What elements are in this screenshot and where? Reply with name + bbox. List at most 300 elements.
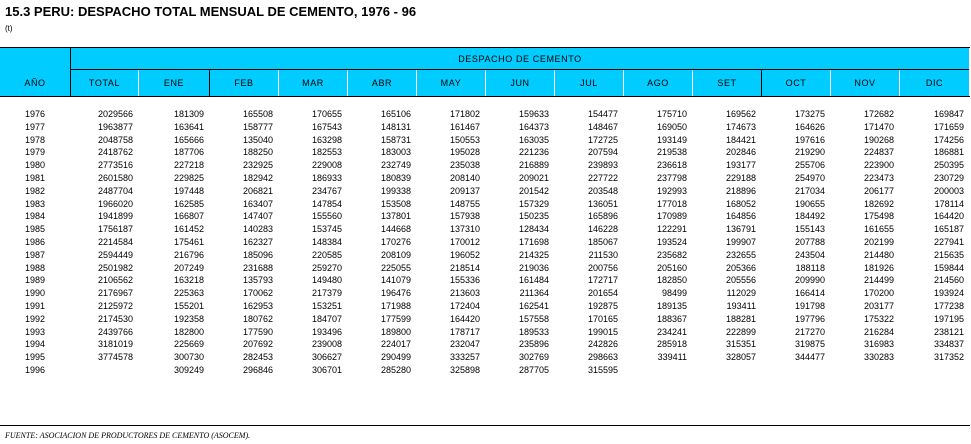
year-cell: 1981: [24, 172, 46, 183]
column-header-jul: JUL: [580, 78, 598, 88]
value-cell: [624, 364, 693, 377]
value-cell: 182800: [173, 326, 204, 337]
value-cell: 219036: [518, 262, 549, 273]
value-cell: 218514: [449, 262, 480, 273]
value-cell: 175710: [656, 109, 687, 119]
value-cell: 2125972: [97, 300, 133, 311]
value-cell: 199907: [725, 236, 756, 247]
value-cell: 199338: [380, 185, 411, 196]
value-cell: 242826: [587, 339, 618, 350]
value-cell: 171802: [449, 109, 480, 119]
table-row: [0, 159, 970, 172]
value-cell: 171659: [933, 121, 964, 132]
value-cell: 236618: [656, 160, 687, 171]
table-row: [0, 364, 970, 377]
value-cell: 112029: [726, 288, 756, 299]
value-cell: 216889: [518, 160, 549, 171]
year-cell: 1982: [24, 185, 46, 196]
value-cell: 3774578: [97, 352, 133, 363]
value-cell: 235896: [518, 339, 549, 350]
value-cell: 195028: [449, 147, 480, 158]
value-cell: 157558: [518, 313, 549, 324]
value-cell: 1941899: [97, 211, 133, 222]
value-cell: 214480: [863, 249, 894, 260]
value-cell: 155201: [173, 300, 204, 311]
value-cell: 296846: [242, 364, 273, 375]
value-cell: 172725: [587, 134, 618, 145]
value-cell: 153251: [311, 300, 342, 311]
value-cell: 219538: [656, 147, 687, 158]
value-cell: 164420: [449, 313, 480, 324]
value-cell: 170989: [656, 211, 687, 222]
value-cell: 202199: [863, 236, 894, 247]
value-cell: 169562: [725, 109, 756, 119]
value-cell: 290499: [380, 352, 411, 363]
value-cell: 227218: [173, 160, 204, 171]
value-cell: 344477: [794, 352, 825, 363]
source-note: FUENTE: ASOCIACION DE PRODUCTORES DE CEMENTO (ASOCEM).: [5, 431, 251, 440]
value-cell: 254970: [794, 172, 825, 183]
value-cell: 201654: [587, 288, 618, 299]
value-cell: 182942: [242, 172, 273, 183]
value-cell: [831, 364, 900, 377]
year-cell: 1985: [24, 224, 46, 235]
value-cell: 150553: [449, 134, 480, 145]
value-cell: 193411: [726, 300, 756, 311]
value-cell: 189800: [380, 326, 411, 337]
value-cell: 224017: [380, 339, 411, 350]
value-cell: 189533: [518, 326, 549, 337]
value-cell: 188281: [725, 313, 756, 324]
value-cell: 164420: [933, 211, 964, 222]
value-cell: 306701: [311, 364, 342, 375]
value-cell: 298663: [587, 352, 618, 363]
table-row: [0, 134, 970, 147]
value-cell: 162585: [173, 198, 204, 209]
value-cell: 229825: [173, 172, 204, 183]
value-cell: 170012: [449, 236, 480, 247]
year-cell: 1986: [24, 236, 46, 247]
value-cell: 330283: [863, 352, 894, 363]
value-cell: 190655: [794, 198, 825, 209]
table-row: [0, 185, 970, 198]
value-cell: 159844: [933, 262, 964, 273]
value-cell: 250395: [933, 160, 964, 171]
column-header-mar: MAR: [302, 78, 324, 88]
value-cell: 164856: [725, 211, 756, 222]
value-cell: 161484: [518, 275, 549, 286]
value-cell: 163218: [173, 275, 204, 286]
value-cell: 2773516: [97, 160, 133, 171]
value-cell: 163298: [311, 134, 342, 145]
value-cell: 302769: [518, 352, 549, 363]
value-cell: 234241: [656, 326, 687, 337]
value-cell: 192358: [173, 313, 204, 324]
value-cell: 155560: [311, 211, 342, 222]
value-cell: 137310: [449, 224, 480, 235]
value-cell: 223473: [863, 172, 894, 183]
value-cell: 207594: [587, 147, 618, 158]
value-cell: 158731: [380, 134, 411, 145]
value-cell: 1963877: [97, 121, 133, 132]
value-cell: 255706: [794, 160, 825, 171]
value-cell: 155336: [449, 275, 480, 286]
column-header-dic: DIC: [925, 78, 944, 88]
value-cell: 219290: [794, 147, 825, 158]
value-cell: 200003: [933, 185, 964, 196]
year-cell: 1980: [24, 160, 46, 171]
value-cell: 122291: [656, 224, 687, 235]
value-cell: 2594449: [97, 249, 133, 260]
value-cell: 315351: [725, 339, 756, 350]
table-header: [0, 47, 969, 96]
value-cell: 227722: [587, 172, 618, 183]
value-cell: 2174530: [97, 313, 133, 324]
value-cell: 232655: [725, 249, 756, 260]
value-cell: 184707: [311, 313, 342, 324]
value-cell: 170062: [242, 288, 273, 299]
value-cell: [70, 364, 139, 377]
value-cell: 136051: [587, 198, 618, 209]
value-cell: 165106: [380, 109, 411, 119]
value-cell: 182850: [656, 275, 687, 286]
value-cell: 193149: [656, 134, 687, 145]
value-cell: 203548: [587, 185, 618, 196]
value-cell: 207249: [173, 262, 204, 273]
value-cell: 222899: [725, 326, 756, 337]
value-cell: 157329: [518, 198, 549, 209]
value-cell: 189135: [656, 300, 687, 311]
value-cell: 209137: [449, 185, 480, 196]
year-cell: 1991: [24, 300, 46, 311]
value-cell: 175322: [863, 313, 894, 324]
value-cell: 193177: [725, 160, 756, 171]
value-cell: 193924: [933, 288, 964, 299]
year-cell: 1976: [24, 109, 46, 119]
value-cell: 216796: [173, 249, 204, 260]
value-cell: 282453: [242, 352, 273, 363]
value-cell: 170276: [380, 236, 411, 247]
value-cell: 220585: [311, 249, 342, 260]
table-row: [0, 274, 970, 287]
value-cell: 173275: [794, 109, 825, 119]
value-cell: 235682: [656, 249, 687, 260]
column-header-ago: AGO: [647, 78, 669, 88]
value-cell: 325898: [449, 364, 480, 375]
value-cell: 197796: [794, 313, 825, 324]
table-row: [0, 262, 970, 275]
value-cell: 174673: [725, 121, 756, 132]
value-cell: 334837: [933, 339, 964, 350]
table-row: [0, 313, 970, 326]
value-cell: 148131: [380, 121, 411, 132]
value-cell: 177590: [242, 326, 273, 337]
value-cell: 200756: [587, 262, 618, 273]
value-cell: 1966020: [97, 198, 133, 209]
year-cell: 1994: [24, 339, 46, 350]
value-cell: 239008: [311, 339, 342, 350]
value-cell: 191798: [794, 300, 825, 311]
value-cell: 163407: [242, 198, 273, 209]
value-cell: 199015: [587, 326, 618, 337]
value-cell: 285918: [656, 339, 687, 350]
value-cell: 225055: [380, 262, 411, 273]
value-cell: 128434: [518, 224, 549, 235]
value-cell: 214325: [518, 249, 549, 260]
value-cell: 201542: [518, 185, 549, 196]
value-cell: 2601580: [97, 172, 133, 183]
value-cell: 202846: [725, 147, 756, 158]
value-cell: 162541: [518, 300, 549, 311]
value-cell: 217379: [311, 288, 342, 299]
value-cell: 183003: [380, 147, 411, 158]
value-cell: 186933: [311, 172, 342, 183]
value-cell: 209021: [518, 172, 549, 183]
value-cell: 214499: [863, 275, 894, 286]
value-cell: 171988: [380, 300, 411, 311]
value-cell: 309249: [173, 364, 204, 375]
value-cell: 328057: [725, 352, 756, 363]
value-cell: 148384: [311, 236, 342, 247]
value-cell: 135040: [242, 134, 273, 145]
value-cell: 2439766: [97, 326, 133, 337]
year-cell: 1988: [24, 262, 46, 273]
value-cell: 306627: [311, 352, 342, 363]
value-cell: 208109: [380, 249, 411, 260]
value-cell: 170655: [311, 109, 342, 119]
table-row: [0, 249, 970, 262]
value-cell: 197195: [933, 313, 964, 324]
value-cell: 168052: [725, 198, 756, 209]
value-cell: 165896: [587, 211, 618, 222]
value-cell: 162953: [242, 300, 273, 311]
value-cell: 213603: [449, 288, 480, 299]
value-cell: 203177: [863, 300, 894, 311]
year-cell: 1992: [24, 313, 46, 324]
table-row: [0, 300, 970, 313]
value-cell: 205160: [656, 262, 687, 273]
year-cell: 1979: [24, 147, 46, 158]
group-header: DESPACHO DE CEMENTO: [458, 54, 582, 64]
value-cell: 175461: [173, 236, 204, 247]
year-cell: 1996: [24, 364, 46, 375]
value-cell: 166414: [794, 288, 825, 299]
value-cell: 229188: [725, 172, 756, 183]
value-cell: 317352: [933, 352, 964, 363]
value-cell: 287705: [518, 364, 549, 375]
value-cell: 187706: [173, 147, 204, 158]
page-title: 15.3 PERU: DESPACHO TOTAL MENSUAL DE CEMENTO, 1976 - 96: [5, 4, 417, 19]
value-cell: 185067: [587, 236, 618, 247]
value-cell: 2106562: [97, 275, 133, 286]
value-cell: 153508: [380, 198, 411, 209]
value-cell: 174256: [933, 134, 964, 145]
value-cell: 177599: [380, 313, 411, 324]
year-column-header: AÑO: [24, 78, 46, 88]
column-header-ene: ENE: [163, 78, 185, 88]
value-cell: 144668: [380, 224, 411, 235]
value-cell: 182692: [863, 198, 894, 209]
value-cell: [900, 364, 970, 377]
column-header-jun: JUN: [510, 78, 530, 88]
column-header-abr: ABR: [371, 78, 393, 88]
value-cell: 147854: [311, 198, 342, 209]
value-cell: 136791: [725, 224, 756, 235]
value-cell: [762, 364, 831, 377]
column-header-total: TOTAL: [88, 78, 121, 88]
value-cell: 3181019: [97, 339, 133, 350]
table-row: [0, 338, 970, 351]
value-cell: 155143: [794, 224, 825, 235]
table-row: [0, 146, 970, 159]
value-cell: 169050: [656, 121, 687, 132]
value-cell: 182553: [311, 147, 342, 158]
value-cell: 186881: [933, 147, 964, 158]
value-cell: 224837: [863, 147, 894, 158]
value-cell: 180762: [242, 313, 273, 324]
value-cell: 285280: [380, 364, 411, 375]
column-header-set: SET: [717, 78, 737, 88]
column-header-nov: NOV: [854, 78, 876, 88]
value-cell: 223900: [863, 160, 894, 171]
value-cell: 193524: [656, 236, 687, 247]
value-cell: 188250: [242, 147, 273, 158]
value-cell: 184421: [725, 134, 756, 145]
value-cell: 227941: [933, 236, 964, 247]
value-cell: [693, 364, 762, 377]
value-cell: 167543: [311, 121, 342, 132]
value-cell: 207788: [794, 236, 825, 247]
header-bottom-rule: [0, 96, 970, 97]
table-row: [0, 326, 970, 339]
year-cell: 1993: [24, 326, 46, 337]
value-cell: 2048758: [97, 134, 133, 145]
value-cell: 164373: [518, 121, 549, 132]
value-cell: 149480: [311, 275, 342, 286]
table-row: [0, 210, 970, 223]
value-cell: 211530: [588, 249, 618, 260]
value-cell: 193496: [311, 326, 342, 337]
value-cell: 170165: [587, 313, 618, 324]
value-cell: 163641: [173, 121, 204, 132]
value-cell: 232925: [242, 160, 273, 171]
value-cell: 209990: [794, 275, 825, 286]
year-cell: 1977: [24, 121, 46, 132]
value-cell: 2418762: [97, 147, 133, 158]
value-cell: 208140: [449, 172, 480, 183]
table-row: [0, 351, 970, 364]
value-cell: 206821: [242, 185, 273, 196]
value-cell: 215635: [933, 249, 964, 260]
value-cell: 135793: [242, 275, 273, 286]
value-cell: 163035: [518, 134, 549, 145]
value-cell: 2487704: [97, 185, 133, 196]
column-header-feb: FEB: [234, 78, 254, 88]
value-cell: 140283: [242, 224, 273, 235]
value-cell: 164626: [794, 121, 825, 132]
value-cell: 178717: [449, 326, 480, 337]
value-cell: 161655: [863, 224, 894, 235]
value-cell: 170200: [863, 288, 894, 299]
value-cell: 98499: [661, 288, 687, 299]
value-cell: 243504: [794, 249, 825, 260]
value-cell: 216284: [863, 326, 894, 337]
value-cell: 188367: [656, 313, 687, 324]
value-cell: 259270: [311, 262, 342, 273]
year-cell: 1989: [24, 275, 46, 286]
value-cell: 148755: [449, 198, 480, 209]
table-row: [0, 236, 970, 249]
value-cell: 197448: [173, 185, 204, 196]
value-cell: 177238: [933, 300, 964, 311]
value-cell: 238121: [933, 326, 964, 337]
value-cell: 172717: [587, 275, 618, 286]
year-cell: 1990: [24, 288, 46, 299]
value-cell: 2029566: [97, 109, 133, 119]
value-cell: 316983: [863, 339, 894, 350]
value-cell: 181926: [863, 262, 894, 273]
value-cell: 207692: [242, 339, 273, 350]
value-cell: 192993: [656, 185, 687, 196]
column-header-oct: OCT: [785, 78, 807, 88]
year-cell: 1987: [24, 249, 46, 260]
value-cell: 178114: [934, 198, 964, 209]
value-cell: 221236: [518, 147, 549, 158]
value-cell: 196052: [449, 249, 480, 260]
value-cell: 148467: [587, 121, 618, 132]
value-cell: 1756187: [97, 224, 133, 235]
value-cell: 192875: [587, 300, 618, 311]
table-row: [0, 121, 970, 134]
value-cell: 339411: [657, 352, 687, 363]
value-cell: 239893: [587, 160, 618, 171]
value-cell: 190268: [863, 134, 894, 145]
table-bottom-rule: [0, 425, 970, 426]
year-cell: 1983: [24, 198, 46, 209]
value-cell: 161452: [173, 224, 204, 235]
value-cell: 206177: [863, 185, 894, 196]
value-cell: 211364: [519, 288, 549, 299]
value-cell: 333257: [449, 352, 480, 363]
value-cell: 175498: [863, 211, 894, 222]
value-cell: 162327: [242, 236, 273, 247]
value-cell: 172404: [449, 300, 480, 311]
value-cell: 315595: [587, 364, 618, 375]
value-cell: 169847: [933, 109, 964, 119]
value-cell: 319875: [794, 339, 825, 350]
header-top-rule: [0, 47, 970, 48]
value-cell: 137801: [380, 211, 411, 222]
value-cell: 171698: [518, 236, 549, 247]
value-cell: 184492: [794, 211, 825, 222]
year-cell: 1984: [24, 211, 46, 222]
value-cell: 300730: [173, 352, 204, 363]
cement-dispatch-table: [0, 108, 970, 377]
value-cell: 157938: [449, 211, 480, 222]
value-cell: 177018: [656, 198, 687, 209]
year-cell: 1978: [24, 134, 46, 145]
value-cell: 225363: [173, 288, 204, 299]
value-cell: 217270: [794, 326, 825, 337]
column-header-may: MAY: [440, 78, 462, 88]
year-cell: 1995: [24, 352, 46, 363]
value-cell: 237798: [656, 172, 687, 183]
value-cell: 232047: [449, 339, 480, 350]
value-cell: 225669: [173, 339, 204, 350]
value-cell: 214560: [933, 275, 964, 286]
value-cell: 166807: [173, 211, 204, 222]
value-cell: 161467: [449, 121, 480, 132]
